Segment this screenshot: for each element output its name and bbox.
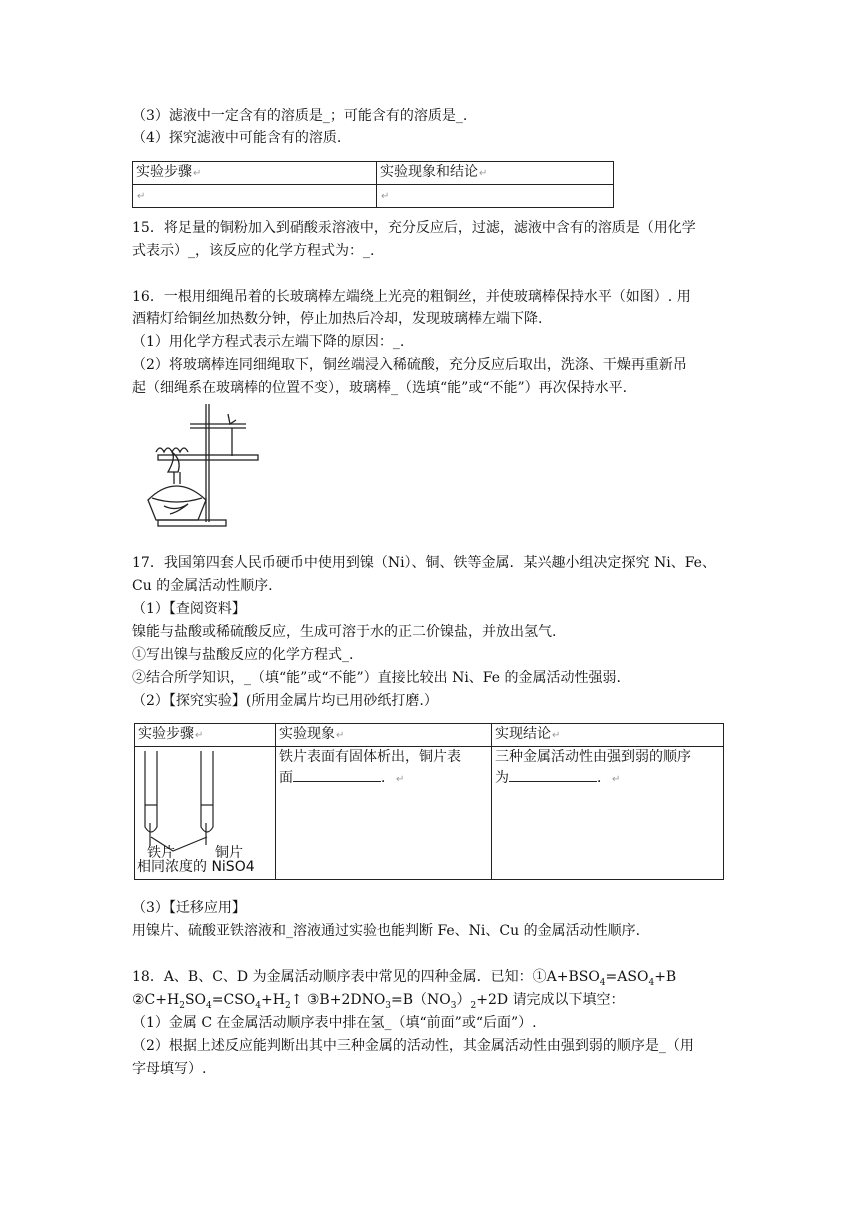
q14-table-cell: ↵ xyxy=(133,185,377,208)
q14-table-cell: ↵ xyxy=(377,185,614,208)
phenomenon-text-2: 面 ．↵ xyxy=(279,767,488,790)
q14-line-4: （4）探究滤液中可能含有的溶质. xyxy=(132,130,342,146)
label-iron-strip: 铁片 xyxy=(147,845,175,861)
label-solution: 相同浓度的 NiSO4 xyxy=(137,859,255,875)
q17-line-1: 17．我国第四套人民币硬币中使用到镍（Ni）、铜、铁等金属．某兴趣小组决定探究 Ni、Fe、 xyxy=(132,555,716,571)
q16-line-5: 起（细绳系在玻璃棒的位置不变），玻璃棒_（选填“能”或“不能”）再次保持水平. xyxy=(132,380,628,396)
q17-line-8: （3）【迁移应用】 xyxy=(132,900,246,916)
q18-line-1: 18．A、B、C、D 为金属活动顺序表中常见的四种金属．已知：$①A+BSO_4=ASO_4+B$ xyxy=(132,969,677,988)
q18-line-2: $②C+H_2SO_4=CSO_4+H_2↑$ $③B+2DNO_3=B(NO_3)_2+2D$ 请完成以下填空： xyxy=(132,992,625,1011)
conclusion-text-1: 三种金属活动性由强到弱的顺序 xyxy=(495,749,691,765)
q17-table-header-step: 实验步骤↵ xyxy=(135,724,276,747)
q17-line-2: Cu 的金属活动性顺序. xyxy=(132,578,273,594)
q17-table-conclusion-cell xyxy=(492,747,724,880)
q15-line-1: 15．将足量的铜粉加入到硝酸汞溶液中，充分反应后，过滤，滤液中含有的溶质是（用化学 xyxy=(132,220,696,236)
q18-line-3: （1）金属 C 在金属活动顺序表中排在氢_（填“前面”或“后面”）. xyxy=(132,1015,537,1031)
q17-table xyxy=(134,723,724,880)
q17-line-5: ①写出镍与盐酸反应的化学方程式_. xyxy=(132,647,354,663)
q17-line-4: 镍能与盐酸或稀硫酸反应，生成可溶于水的正二价镍盐，并放出氢气. xyxy=(132,624,557,640)
q16-line-2: 酒精灯给铜丝加热数分钟，停止加热后冷却，发现玻璃棒左端下降. xyxy=(132,311,543,327)
q17-line-7: （2）【探究实验】(所用金属片均已用砂纸打磨.） xyxy=(132,693,438,709)
q14-line-3: （3）滤液中一定含有的溶质是_；可能含有的溶质是_. xyxy=(132,108,468,124)
q14-table-header-step: 实验步骤↵ xyxy=(133,162,377,185)
q17-table-figure-cell xyxy=(135,747,276,880)
q15-line-2: 式表示）_，该反应的化学方程式为：_. xyxy=(132,243,375,259)
conclusion-text-2: 为 ．↵ xyxy=(495,767,720,790)
q16-line-3: （1）用化学方程式表示左端下降的原因：_. xyxy=(132,334,405,350)
blank-line xyxy=(293,767,381,782)
q18-line-5: 字母填写）. xyxy=(132,1061,207,1077)
q17-line-9: 用镍片、硫酸亚铁溶液和_溶液通过实验也能判断 Fe、Ni、Cu 的金属活动性顺序. xyxy=(132,923,641,939)
q17-table-header-conclusion: 实现结论↵ xyxy=(492,724,724,747)
q18-line-4: （2）根据上述反应能判断出其中三种金属的活动性，其金属活动性由强到弱的顺序是_（用 xyxy=(132,1038,694,1054)
apparatus-figure xyxy=(128,400,263,530)
q17-table-header-phenomenon: 实验现象↵ xyxy=(276,724,492,747)
q16-line-1: 16．一根用细绳吊着的长玻璃棒左端绕上光亮的粗铜丝，并使玻璃棒保持水平（如图）. 用 xyxy=(132,289,691,305)
q17-table-phenomenon-cell xyxy=(276,747,492,880)
q16-line-4: （2）将玻璃棒连同细绳取下，铜丝端浸入稀硫酸，充分反应后取出，洗涤、干燥再重新吊 xyxy=(132,357,687,373)
blank-line xyxy=(509,767,597,782)
q17-line-6: ②结合所学知识，_（填“能”或“不能”）直接比较出 Ni、Fe 的金属活动性强弱. xyxy=(132,670,621,686)
q14-table-header-result: 实验现象和结论↵ xyxy=(377,162,614,185)
q17-line-3: （1）【查阅资料】 xyxy=(132,601,246,617)
q14-table xyxy=(132,161,614,208)
phenomenon-text-1: 铁片表面有固体析出，铜片表 xyxy=(279,749,461,765)
label-copper-strip: 铜片 xyxy=(215,845,243,861)
